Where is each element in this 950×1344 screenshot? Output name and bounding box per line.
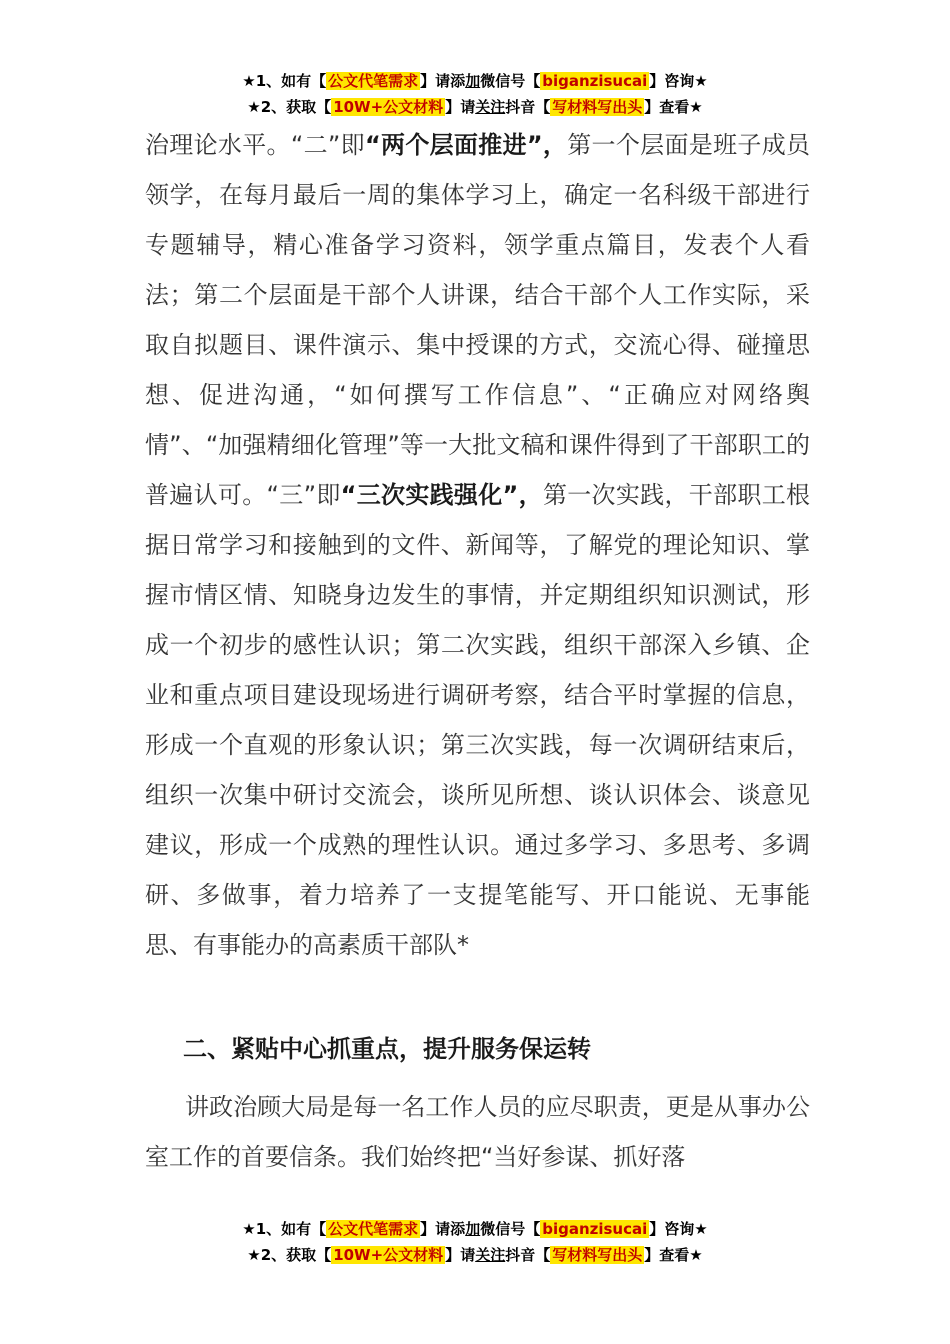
body-paragraph-2: 讲政治顾大局是每一名工作人员的应尽职责，更是从事办公室工作的首要信条。我们始终把“当好参谋、抓好落 [145,1093,810,1171]
highlight-service: 公文代笔需求 [328,1220,419,1238]
section-heading: 二、紧贴中心抓重点，提升服务保运转 [183,1035,591,1063]
bold-phrase-three-practices: “三次实践强化”， [340,481,543,509]
banner-line-1: ★1、如有【 公文代笔需求 】请添加微信号【 biganzisucai 】咨询★ [242,1220,708,1238]
banner-line-2: ★2、获取【 10W+公文材料 】请关注抖音【 写材料写出头 】查看★ [247,1246,703,1264]
highlight-service: 公文代笔需求 [328,72,419,90]
highlight-materials: 10W+公文材料 [333,1246,444,1264]
banner-line-1: ★1、如有【 公文代笔需求 】请添加微信号【 biganzisucai 】咨询★ [242,72,708,90]
body-paragraph-1: 治理论水平。“二”即“两个层面推进”，第一个层面是班子成员领学，在每月最后一周的集体学习上，确定一名科级干部进行专题辅导，精心准备学习资料，领学重点篇目，发表个人看法；第二个层面是干部个人讲课，结合干部个人工作实际，采取自拟题目、课件演示、集中授课的方式，交流心得、碰撞思想、促进沟通，“如何撰写工作信息”、“正确应对网络舆情”、“加强精细化管理”等一大批文稿和课件得到了干部职工的普遍认可。“三”即“三次实践强化”，第一次实践，干部职工根据日常学习和接触到的文件、新闻等，了解党的理论知识、掌握市情区情、知晓身边发生的事情，并定期组织知识测试，形成一个初步的感性认识；第二次实践，组织干部深入乡镇、企业和重点项目建设现场进行调研考察，结合平时掌握的信息，形成一个直观的形象认识；第三次实践，每一次调研结束后，组织一次集中研讨交流会，谈所见所想、谈认识体会、谈意见建议，形成一个成熟的理性认识。通过多学习、多思考、多调研、多做事，着力培养了一支提笔能写、开口能说、无事能思、有事能办的高素质干部队* [145,131,811,959]
header-banner [0,68,950,120]
highlight-douyin: 写材料写出头 [552,98,643,116]
highlight-douyin: 写材料写出头 [552,1246,643,1264]
highlight-wechat-id: biganzisucai [542,1220,648,1238]
banner-line-2: ★2、获取【 10W+公文材料 】请关注抖音【 写材料写出头 】查看★ [247,98,703,116]
highlight-materials: 10W+公文材料 [333,98,444,116]
bold-phrase-two-levels: “两个层面推进”， [364,131,568,159]
footer-banner [0,1216,950,1268]
highlight-wechat-id: biganzisucai [542,72,648,90]
